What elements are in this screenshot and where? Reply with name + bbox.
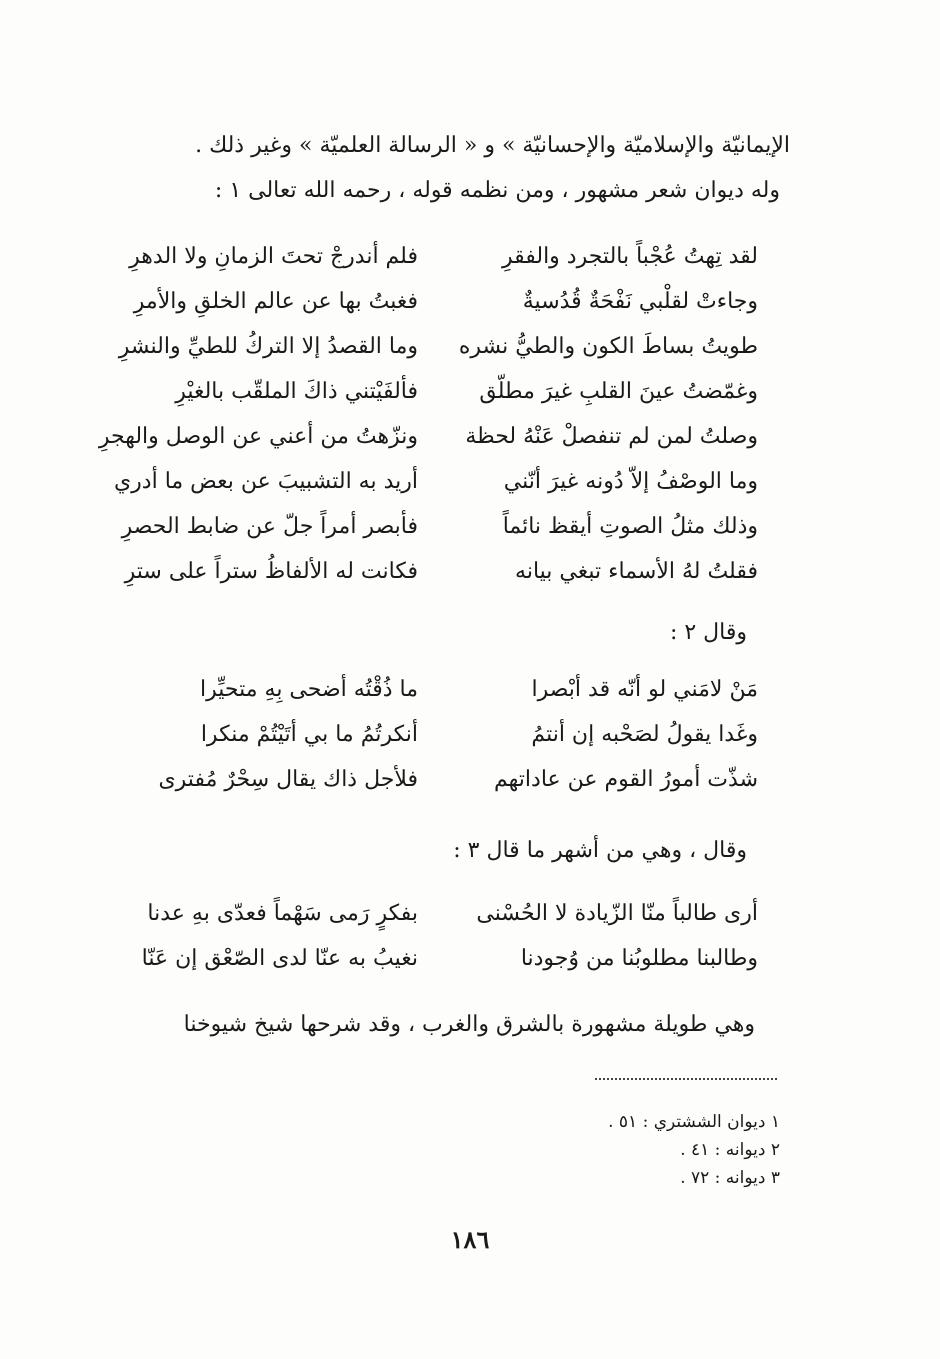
verse-first-hemistich: أرى طالباً منّا الزّيادة لا الحُسْنى [476,901,758,926]
verse-second-hemistich: وما القصدُ إلا التركُ للطيِّ والنشرِ [118,334,418,359]
footnote: ٣ ديوانه : ٧٢ . [680,1168,780,1188]
poem-3 [108,900,758,990]
verse-row [108,945,758,990]
poem-2 [108,676,758,811]
verse-row [98,423,758,468]
verse-first-hemistich: وجاءتْ لقلْبي نَفْحَةٌ قُدُسيةٌ [522,289,758,314]
verse-row [108,721,758,766]
verse-first-hemistich: لقد تِهتُ عُجْباً بالتجرد والفقرِ [501,244,758,269]
verse-row [108,378,758,423]
closing-line: وهي طويلة مشهورة بالشرق والغرب ، وقد شرحها شيخ شيوخنا [183,1012,755,1037]
verse-row [108,558,758,603]
verse-first-hemistich: وصلتُ لمن لم تنفصلْ عَنْهُ لحظة [465,424,758,449]
verse-first-hemistich: شذّت أمورُ القوم عن عاداتهم [494,767,758,792]
footnote-divider [595,1078,777,1080]
verse-first-hemistich: وطالبنا مطلوبُنا من وُجودنا [520,946,758,971]
verse-first-hemistich: وغمّضتُ عينَ القلبِ غيرَ مطلّق [479,379,758,404]
poem-1 [98,243,758,603]
verse-second-hemistich: بفكرٍ رَمى سَهْماً فعدّى بهِ عدنا [147,901,418,926]
verse-row [108,288,758,333]
footnotes [608,1112,780,1196]
verse-first-hemistich: وما الوصْفُ إلاّ دُونه غيرَ أنّني [503,469,758,494]
verse-first-hemistich: وذلك مثلُ الصوتِ أيقظ نائماً [502,514,758,539]
footnote: ٢ ديوانه : ٤١ . [680,1140,780,1160]
verse-second-hemistich: فكانت له الألفاظُ ستراً على سترِ [124,559,418,584]
intro-2: وقال ٢ : [669,620,747,645]
verse-second-hemistich: فأبصر أمراً جلّ عن ضابط الحصرِ [121,514,418,539]
verse-second-hemistich: أنكرتُمُ ما بي أتَيْتُمْ منكرا [200,722,418,747]
verse-second-hemistich: ما ذُقْتُه أضحى بِهِ متحيِّرا [200,677,418,702]
verse-second-hemistich: نغيبُ به عنّا لدى الصّعْق إن عَنّا [141,946,418,971]
verse-first-hemistich: وغَدا يقولُ لصَحْبه إن أنتمُ [531,722,758,747]
verse-row [108,676,758,721]
footnote: ١ ديوان الششتري : ٥١ . [608,1112,780,1132]
verse-row [108,513,758,558]
intro-3: وقال ، وهي من أشهر ما قال ٣ : [453,838,747,863]
verse-second-hemistich: فلأجل ذاك يقال سِحْرٌ مُفترى [158,767,418,792]
verse-row [108,900,758,945]
verse-row [108,243,758,288]
page-number: ١٨٦ [450,1225,490,1254]
verse-second-hemistich: فألفَيْتني ذاكَ الملقّب بالغيْرِ [175,379,418,404]
verse-first-hemistich: طويتُ بساطَ الكون والطيُّ نشره [458,334,758,359]
paragraph-line-2: وله ديوان شعر مشهور ، ومن نظمه قوله ، رحمه الله تعالى ١ : [214,178,780,203]
verse-row [108,766,758,811]
verse-second-hemistich: فغبتُ بها عن عالم الخلقِ والأمرِ [133,289,418,314]
verse-row [108,333,758,378]
verse-first-hemistich: مَنْ لامَني لو أنّه قد أبْصرا [531,677,758,702]
verse-second-hemistich: فلم أندرجْ تحتَ الزمانِ ولا الدهرِ [129,244,418,269]
verse-row [108,468,758,513]
verse-second-hemistich: ونزّهتُ من أعني عن الوصل والهجرِ [98,424,418,449]
verse-second-hemistich: أريد به التشبيبَ عن بعض ما أدري [113,469,418,494]
verse-first-hemistich: فقلتُ لهُ الأسماء تبغي بيانه [515,559,758,584]
paragraph-line-1: الإيمانيّة والإسلاميّة والإحسانيّة » و « الرسالة العلميّة » وغير ذلك . [195,133,790,158]
